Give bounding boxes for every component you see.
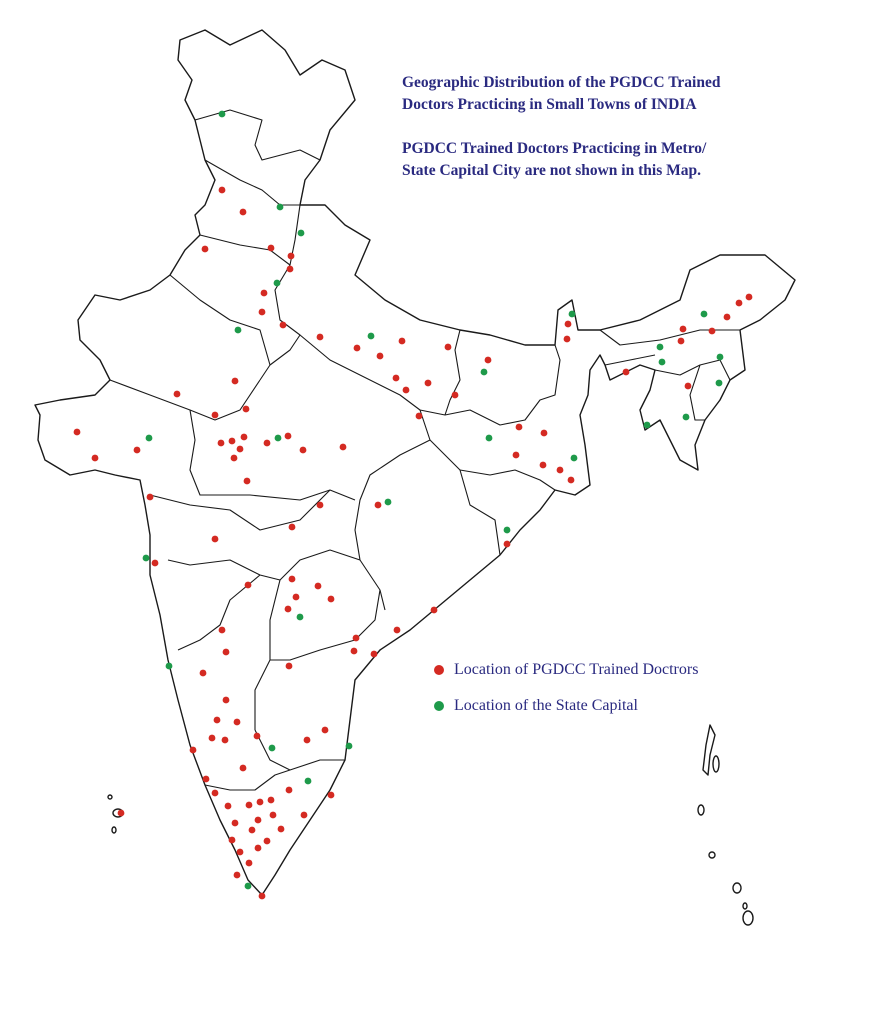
doctor-location-marker [245, 582, 252, 589]
doctor-location-marker [200, 670, 207, 677]
doctor-location-marker [301, 812, 308, 819]
doctor-location-marker [371, 651, 378, 658]
doctor-location-marker [351, 648, 358, 655]
green-dot-icon [434, 701, 444, 711]
doctor-location-marker [709, 328, 716, 335]
state-capital-marker [166, 663, 173, 670]
doctor-location-marker [222, 737, 229, 744]
legend-label-capital: Location of the State Capital [454, 697, 638, 714]
doctor-location-marker [285, 433, 292, 440]
doctor-location-marker [257, 799, 264, 806]
doctor-location-marker [746, 294, 753, 301]
state-capital-marker [269, 745, 276, 752]
title-line-1: Geographic Distribution of the PGDCC Trained [402, 74, 721, 91]
state-capital-marker [716, 380, 723, 387]
doctor-location-marker [289, 524, 296, 531]
doctor-location-marker [375, 502, 382, 509]
doctor-location-marker [315, 583, 322, 590]
state-capital-marker [305, 778, 312, 785]
doctor-location-marker [278, 826, 285, 833]
state-capital-marker [569, 311, 576, 318]
state-capital-marker [701, 311, 708, 318]
doctor-location-marker [557, 467, 564, 474]
state-capital-marker [297, 614, 304, 621]
doctor-location-marker [237, 446, 244, 453]
map-legend [432, 658, 832, 730]
doctor-location-marker [393, 375, 400, 382]
doctor-location-marker [504, 541, 511, 548]
state-capital-marker [143, 555, 150, 562]
doctor-location-marker [513, 452, 520, 459]
doctor-location-marker [234, 719, 241, 726]
doctor-location-marker [425, 380, 432, 387]
doctor-location-marker [209, 735, 216, 742]
state-capital-marker [571, 455, 578, 462]
state-capital-marker [368, 333, 375, 340]
state-capital-marker [657, 344, 664, 351]
doctor-location-marker [340, 444, 347, 451]
doctor-location-marker [540, 462, 547, 469]
doctor-location-marker [240, 209, 247, 216]
state-capital-marker [274, 280, 281, 287]
map-title [402, 72, 842, 204]
state-capital-marker [504, 527, 511, 534]
doctor-location-marker [293, 594, 300, 601]
doctor-location-marker [246, 802, 253, 809]
doctor-location-marker [118, 810, 125, 817]
doctor-location-marker [219, 627, 226, 634]
doctor-location-marker [564, 336, 571, 343]
red-dot-icon [434, 665, 444, 675]
doctor-location-marker [285, 606, 292, 613]
state-capital-marker [486, 435, 493, 442]
doctor-location-marker [680, 326, 687, 333]
doctor-location-marker [286, 663, 293, 670]
doctor-location-marker [152, 560, 159, 567]
state-capital-locations [143, 111, 724, 890]
legend-label-doctors: Location of PGDCC Trained Doctrors [454, 661, 699, 678]
state-capital-marker [245, 883, 252, 890]
doctor-location-marker [431, 607, 438, 614]
doctor-location-marker [353, 635, 360, 642]
state-capital-marker [659, 359, 666, 366]
doctor-location-marker [254, 733, 261, 740]
doctor-location-marker [134, 447, 141, 454]
doctor-location-marker [322, 727, 329, 734]
doctor-location-marker [218, 440, 225, 447]
doctor-location-marker [317, 334, 324, 341]
doctor-location-marker [445, 344, 452, 351]
legend-item-capital [432, 694, 832, 718]
doctor-location-marker [255, 845, 262, 852]
doctor-location-marker [565, 321, 572, 328]
doctor-location-marker [223, 697, 230, 704]
doctor-location-marker [736, 300, 743, 307]
state-capital-marker [346, 743, 353, 750]
doctor-location-marker [568, 477, 575, 484]
doctor-location-marker [147, 494, 154, 501]
doctor-location-marker [244, 478, 251, 485]
doctor-location-marker [280, 322, 287, 329]
doctor-location-marker [223, 649, 230, 656]
doctor-location-marker [219, 187, 226, 194]
note-line-1: PGDCC Trained Doctors Practicing in Metro/ [402, 140, 707, 157]
state-capital-marker [717, 354, 724, 361]
doctor-location-marker [328, 596, 335, 603]
state-capital-marker [385, 499, 392, 506]
doctor-location-marker [249, 827, 256, 834]
doctor-location-marker [255, 817, 262, 824]
doctor-location-marker [259, 893, 266, 900]
doctor-location-marker [394, 627, 401, 634]
state-capital-marker [298, 230, 305, 237]
doctor-location-marker [377, 353, 384, 360]
doctor-location-marker [234, 872, 241, 879]
doctor-location-marker [203, 776, 210, 783]
doctor-location-marker [300, 447, 307, 454]
doctor-location-marker [354, 345, 361, 352]
doctor-location-marker [678, 338, 685, 345]
doctor-location-marker [243, 406, 250, 413]
doctor-location-marker [212, 412, 219, 419]
doctor-location-marker [270, 812, 277, 819]
doctor-location-marker [241, 434, 248, 441]
doctor-location-marker [202, 246, 209, 253]
note-line-2: State Capital City are not shown in this Map. [402, 162, 701, 179]
state-capital-marker [235, 327, 242, 334]
state-capital-marker [219, 111, 226, 118]
doctor-location-marker [317, 502, 324, 509]
doctor-location-marker [190, 747, 197, 754]
doctor-location-marker [214, 717, 221, 724]
doctor-location-marker [724, 314, 731, 321]
state-capital-marker [683, 414, 690, 421]
doctor-location-marker [685, 383, 692, 390]
doctor-location-marker [288, 253, 295, 260]
title-line-2: Doctors Practicing in Small Towns of INDIA [402, 96, 697, 113]
doctor-location-marker [74, 429, 81, 436]
doctor-location-marker [240, 765, 247, 772]
doctor-location-marker [328, 792, 335, 799]
doctor-location-marker [231, 455, 238, 462]
doctor-location-marker [261, 290, 268, 297]
doctor-location-marker [287, 266, 294, 273]
doctor-location-marker [229, 837, 236, 844]
doctor-location-marker [452, 392, 459, 399]
doctor-location-marker [289, 576, 296, 583]
doctor-location-marker [264, 838, 271, 845]
doctor-location-marker [264, 440, 271, 447]
doctor-location-marker [232, 820, 239, 827]
doctor-location-marker [174, 391, 181, 398]
state-capital-marker [644, 422, 651, 429]
doctor-location-marker [268, 797, 275, 804]
doctor-location-marker [485, 357, 492, 364]
state-capital-marker [146, 435, 153, 442]
doctor-location-marker [268, 245, 275, 252]
doctor-location-marker [212, 536, 219, 543]
doctor-location-marker [229, 438, 236, 445]
doctor-location-marker [212, 790, 219, 797]
doctor-location-marker [623, 369, 630, 376]
doctor-location-marker [399, 338, 406, 345]
doctor-location-marker [516, 424, 523, 431]
doctor-location-marker [304, 737, 311, 744]
state-capital-marker [277, 204, 284, 211]
state-capital-marker [275, 435, 282, 442]
doctor-location-marker [232, 378, 239, 385]
doctor-locations [74, 187, 753, 900]
islands [108, 725, 753, 925]
doctor-location-marker [403, 387, 410, 394]
doctor-location-marker [246, 860, 253, 867]
legend-item-doctors [432, 658, 832, 682]
doctor-location-marker [237, 849, 244, 856]
doctor-location-marker [286, 787, 293, 794]
state-capital-marker [481, 369, 488, 376]
doctor-location-marker [225, 803, 232, 810]
doctor-location-marker [541, 430, 548, 437]
doctor-location-marker [259, 309, 266, 316]
doctor-location-marker [416, 413, 423, 420]
doctor-location-marker [92, 455, 99, 462]
